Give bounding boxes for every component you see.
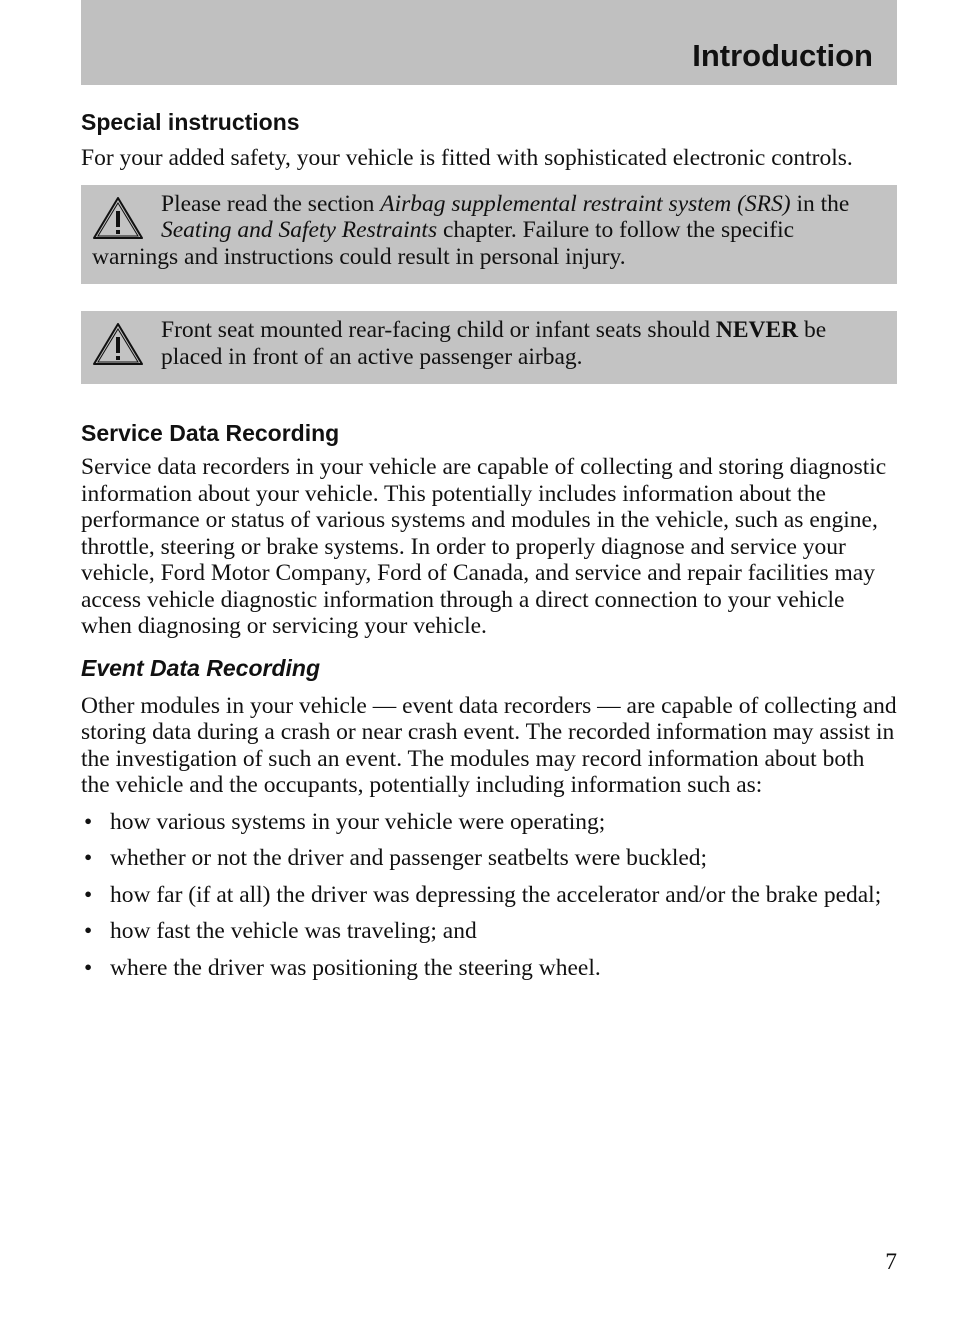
airbag-warning-text-e: chapter. Failure to follow the specific warnings and instructions could result in personal injury. [92, 217, 795, 270]
list-item-text: whether or not the driver and passenger seatbelts were buckled; [110, 845, 708, 871]
special-instructions-intro: For your added safety, your vehicle is fitted with sophisticated electronic controls. [81, 145, 853, 171]
bullet-icon: • [84, 918, 93, 944]
page-content [81, 107, 897, 991]
list-item-text: how far (if at all) the driver was depressing the accelerator and/or the brake pedal; [110, 881, 882, 908]
child-seat-warning-box [81, 311, 897, 384]
bullet-icon: • [84, 881, 93, 908]
event-data-body: Other modules in your vehicle — event data recorders — are capable of collecting and storing data during a crash or near crash event. The recorded information may assist in the investigation of such an event. The modules may record information about both the vehicle and the occupants, potentially including information such as: [81, 692, 897, 798]
list-item [81, 845, 897, 872]
child-seat-warning-text-a: Front seat mounted rear-facing child or infant seats should [161, 317, 716, 343]
list-item-text: how various systems in your vehicle were operating; [110, 808, 606, 835]
list-item [81, 955, 897, 982]
service-data-body: Service data recorders in your vehicle are capable of collecting and storing diagnostic information about your vehicle. This potentially includes information about the performance or status of various systems and modules in the vehicle, such as engine, throttle, steering or brake systems. In order to properly diagnose and service your vehicle, Ford Motor Company, Ford of Canada, and service and repair facilities may access vehicle diagnostic information through a direct connection to your vehicle when diagnosing or servicing your vehicle. [81, 454, 887, 639]
list-item [81, 882, 897, 909]
header-bar [81, 0, 897, 85]
service-data-heading: Service Data Recording [81, 420, 340, 446]
list-item-text: where the driver was positioning the steering wheel. [110, 954, 601, 981]
page-title: Introduction [692, 38, 873, 73]
warning-triangle-icon [92, 195, 144, 241]
event-data-heading: Event Data Recording [81, 654, 320, 681]
airbag-warning-text [92, 191, 886, 271]
airbag-warning-text-c: in the [790, 190, 850, 217]
child-seat-warning-never: NEVER [715, 317, 799, 343]
child-seat-warning-text [92, 317, 886, 370]
bullet-icon: • [84, 845, 93, 871]
airbag-warning-box [81, 185, 897, 285]
bullet-icon: • [84, 954, 93, 981]
airbag-warning-text-a: Please read the section [161, 190, 381, 217]
airbag-warning-srs-ref: Airbag supplemental restraint system (SRS) [380, 190, 791, 217]
warning-triangle-icon [92, 321, 144, 367]
airbag-warning-chapter-ref: Seating and Safety Restraints [161, 217, 438, 243]
list-item [81, 809, 897, 836]
event-data-list [81, 809, 897, 982]
list-item-text: how fast the vehicle was traveling; and [110, 918, 477, 944]
bullet-icon: • [84, 808, 93, 835]
child-seat-warning-text-c: be placed in front of an active passenger airbag. [161, 317, 827, 370]
special-instructions-heading: Special instructions [81, 109, 300, 135]
list-item [81, 918, 897, 945]
page-number: 7 [885, 1249, 897, 1275]
